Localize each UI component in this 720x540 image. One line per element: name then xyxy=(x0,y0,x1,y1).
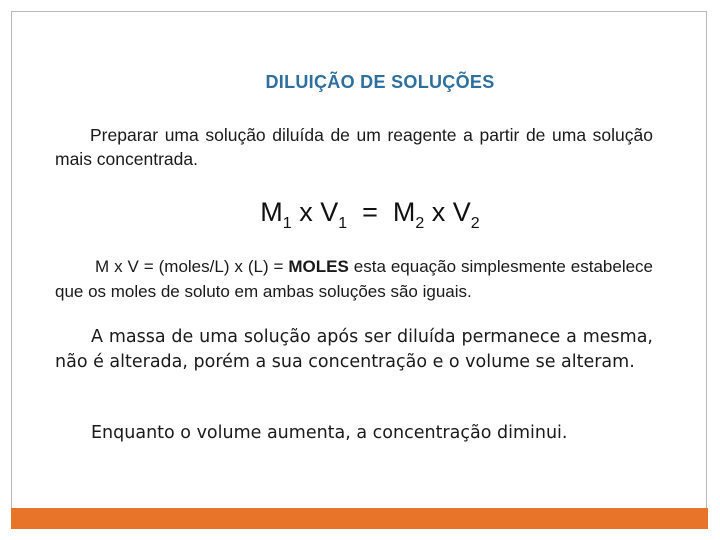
formula-sub-2: 1 xyxy=(338,215,348,232)
formula-x-v2: x V xyxy=(424,197,471,227)
explanation-paragraph xyxy=(55,254,653,304)
intro-paragraph xyxy=(55,123,653,171)
formula-sub-1: 1 xyxy=(282,215,292,232)
formula-equals-m2: = M xyxy=(347,197,416,227)
explanation-prefix: M x V = (moles/L) x (L) = xyxy=(95,257,289,276)
intro-text: Preparar uma solução diluída de um reagente a partir de uma solução mais concentrada. xyxy=(55,125,653,169)
formula-m1: M xyxy=(260,197,283,227)
conclusion-paragraph: Enquanto o volume aumenta, a concentração diminui. xyxy=(91,423,568,443)
mass-paragraph xyxy=(55,325,653,374)
formula-sub-3: 2 xyxy=(415,215,425,232)
footer-accent-bar xyxy=(11,508,708,529)
dilution-formula xyxy=(0,197,720,233)
mass-text: A massa de uma solução após ser diluída permanece a mesma, não é alterada, porém a sua concentração e o volume se alteram. xyxy=(55,327,653,372)
explanation-bold-moles: MOLES xyxy=(288,257,349,276)
formula-sub-4: 2 xyxy=(470,215,480,232)
explanation-suffix: esta equação simplesmente estabelece que os moles de soluto em ambas soluções são iguais. xyxy=(55,257,654,301)
slide-title: DILUIÇÃO DE SOLUÇÕES xyxy=(265,72,495,92)
formula-x-v1: x V xyxy=(291,197,339,227)
